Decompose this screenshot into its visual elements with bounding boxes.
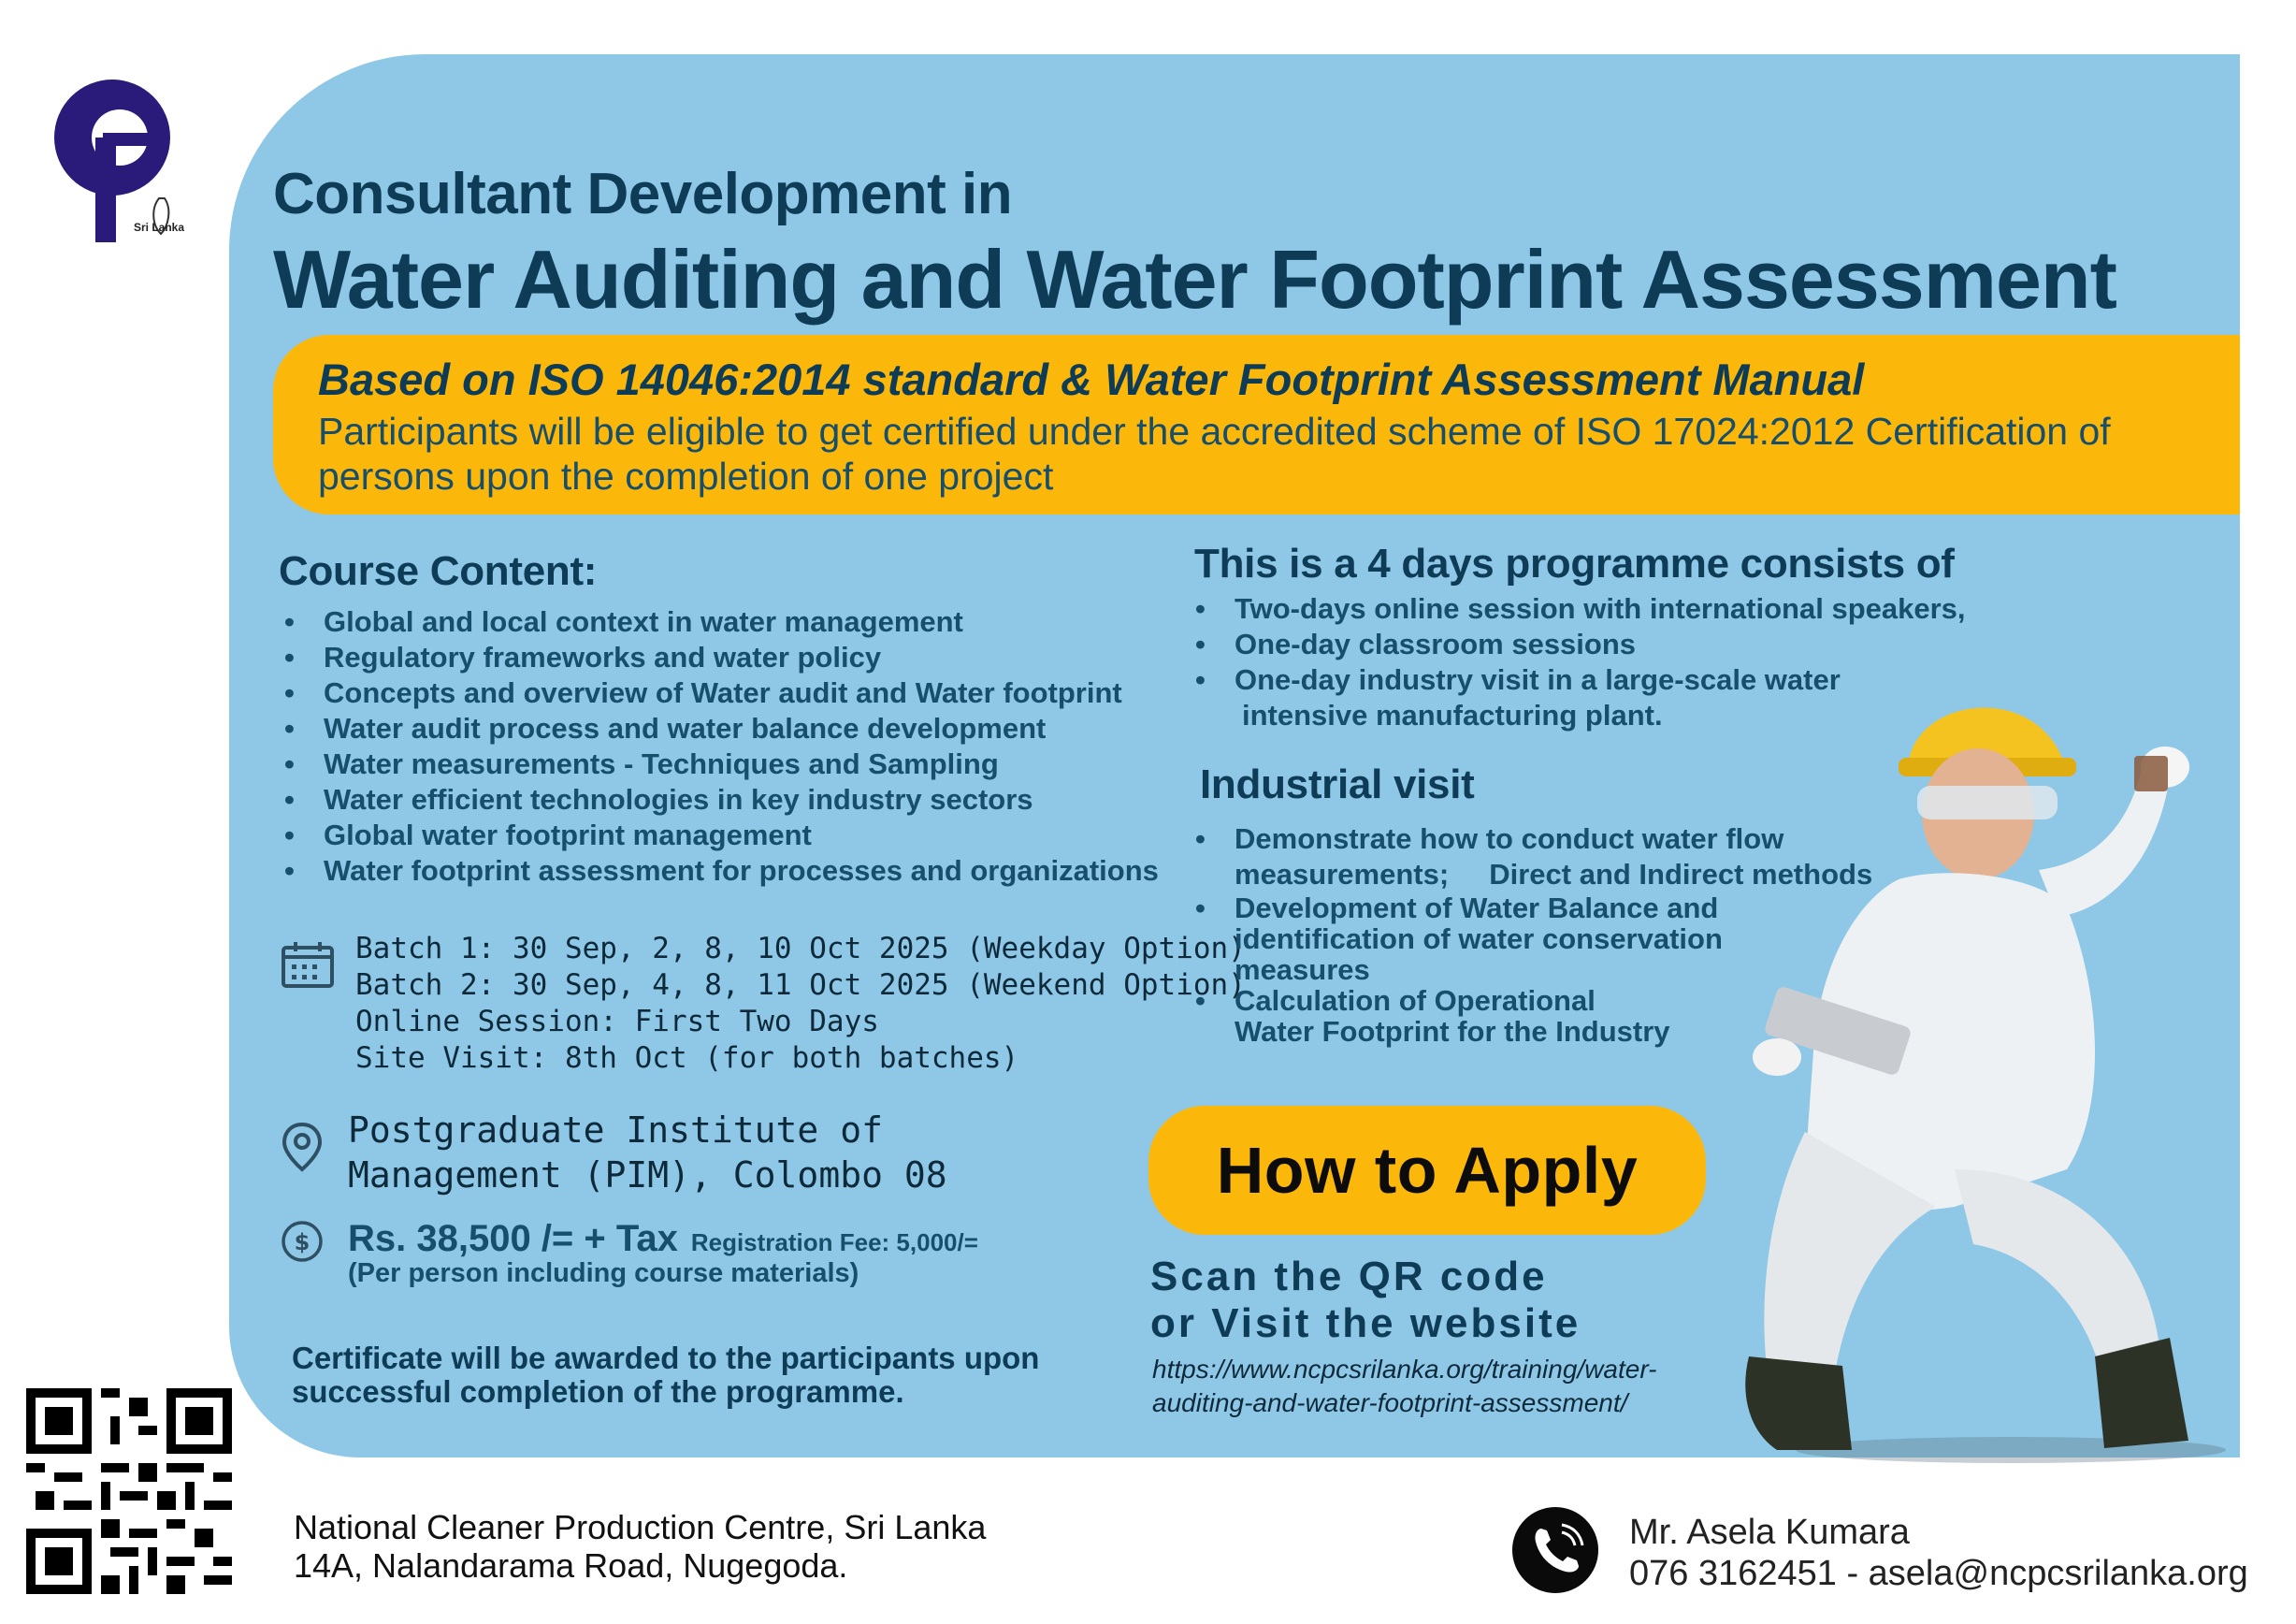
list-item: intensive manufacturing plant. xyxy=(1242,699,1663,732)
price-note: (Per person including course materials) xyxy=(348,1258,859,1288)
list-item: • Global water footprint management xyxy=(279,818,1159,853)
batch-1-line: Batch 1: 30 Sep, 2, 8, 10 Oct 2025 (Weekday Option) xyxy=(355,932,1246,965)
list-item: • Two-days online session with international speakers, xyxy=(1190,591,1966,627)
list-item-line: Water Footprint for the Industry xyxy=(1235,1015,1670,1048)
organization-street: 14A, Nalandarama Road, Nugegoda. xyxy=(294,1546,848,1585)
url-line-1[interactable]: https://www.ncpcsrilanka.org/training/water- xyxy=(1152,1355,1657,1384)
list-item: • Water footprint assessment for processes and organizations xyxy=(279,853,1159,889)
organization-name: National Cleaner Production Centre, Sri Lanka xyxy=(294,1508,987,1546)
list-item-line: • Development of Water Balance and xyxy=(1235,892,1719,924)
banner-text: Participants will be eligible to get certified under the accredited scheme of ISO 17024:2012 Certification of persons upon the completion of one project xyxy=(318,410,2111,498)
venue-line-2: Management (PIM), Colombo 08 xyxy=(348,1154,947,1196)
list-item-line: measurements; Direct and Indirect methods xyxy=(1235,858,1873,891)
contact-block xyxy=(1629,1512,2248,1594)
phone-icon[interactable] xyxy=(1511,1506,1599,1594)
how-to-apply-button[interactable]: How to Apply xyxy=(1148,1106,1706,1235)
online-session-line: Online Session: First Two Days xyxy=(355,1005,879,1038)
list-item: • Regulatory frameworks and water policy xyxy=(279,640,1159,675)
schedule-block xyxy=(355,931,1246,1077)
logo-country-label: Sri Lanka xyxy=(134,221,185,234)
contact-details[interactable]: 076 3162451 - asela@ncpcsrilanka.org xyxy=(1629,1554,2248,1593)
certificate-line-1: Certificate will be awarded to the participants upon xyxy=(292,1341,1040,1375)
list-item: • One-day industry visit in a large-scale water xyxy=(1190,662,1966,698)
certificate-note xyxy=(292,1341,1039,1409)
list-item-line: identification of water conservation xyxy=(1235,922,1723,955)
list-item: • Water efficient technologies in key industry sectors xyxy=(279,782,1159,818)
course-content-list xyxy=(279,604,1159,889)
list-item: • Concepts and overview of Water audit and Water footprint xyxy=(279,675,1159,711)
certificate-line-2: successful completion of the programme. xyxy=(292,1374,904,1409)
venue-line-1: Postgraduate Institute of xyxy=(348,1109,883,1151)
course-price: Rs. 38,500 /= + Tax xyxy=(348,1218,678,1259)
location-pin-icon xyxy=(281,1121,324,1173)
title-subtitle: Consultant Development in xyxy=(273,162,1013,226)
list-item: • One-day classroom sessions xyxy=(1190,627,1966,662)
batch-2-line: Batch 2: 30 Sep, 4, 8, 11 Oct 2025 (Weekend Option) xyxy=(355,968,1246,1002)
list-item-line: • Calculation of Operational xyxy=(1235,984,1596,1017)
list-item-line: measures xyxy=(1235,953,1370,986)
venue-block xyxy=(348,1108,947,1197)
website-link[interactable] xyxy=(1152,1353,1657,1420)
list-item-line: • Demonstrate how to conduct water flow xyxy=(1235,822,1784,855)
standard-banner xyxy=(273,335,2240,515)
contact-name: Mr. Asela Kumara xyxy=(1629,1513,1910,1552)
registration-fee: Registration Fee: 5,000/= xyxy=(690,1228,978,1256)
dollar-icon xyxy=(281,1220,324,1263)
programme-heading: This is a 4 days programme consists of xyxy=(1194,541,1955,587)
price-row xyxy=(348,1218,978,1260)
scan-line-1: Scan the QR code xyxy=(1150,1254,1548,1299)
url-line-2[interactable]: auditing-and-water-footprint-assessment/ xyxy=(1152,1388,1628,1417)
svg-text:$: $ xyxy=(294,1229,310,1255)
course-content-heading: Course Content: xyxy=(279,548,598,594)
list-item: • Water measurements - Techniques and Sampling xyxy=(279,747,1159,782)
calendar-icon xyxy=(281,940,335,989)
ncpc-logo-icon xyxy=(47,58,196,245)
qr-code-icon[interactable] xyxy=(26,1388,232,1594)
banner-heading: Based on ISO 14046:2014 standard & Water Footprint Assessment Manual xyxy=(318,355,1865,404)
worker-illustration-icon xyxy=(1711,645,2245,1469)
scan-line-2: or Visit the website xyxy=(1150,1300,1581,1346)
list-item: • Global and local context in water management xyxy=(279,604,1159,640)
list-item: • Water audit process and water balance development xyxy=(279,711,1159,747)
industrial-visit-heading: Industrial visit xyxy=(1200,761,1475,807)
organization-address xyxy=(294,1508,986,1585)
site-visit-line: Site Visit: 8th Oct (for both batches) xyxy=(355,1041,1019,1075)
page-title: Water Auditing and Water Footprint Assessment xyxy=(273,233,2116,326)
scan-instructions xyxy=(1150,1254,1581,1347)
